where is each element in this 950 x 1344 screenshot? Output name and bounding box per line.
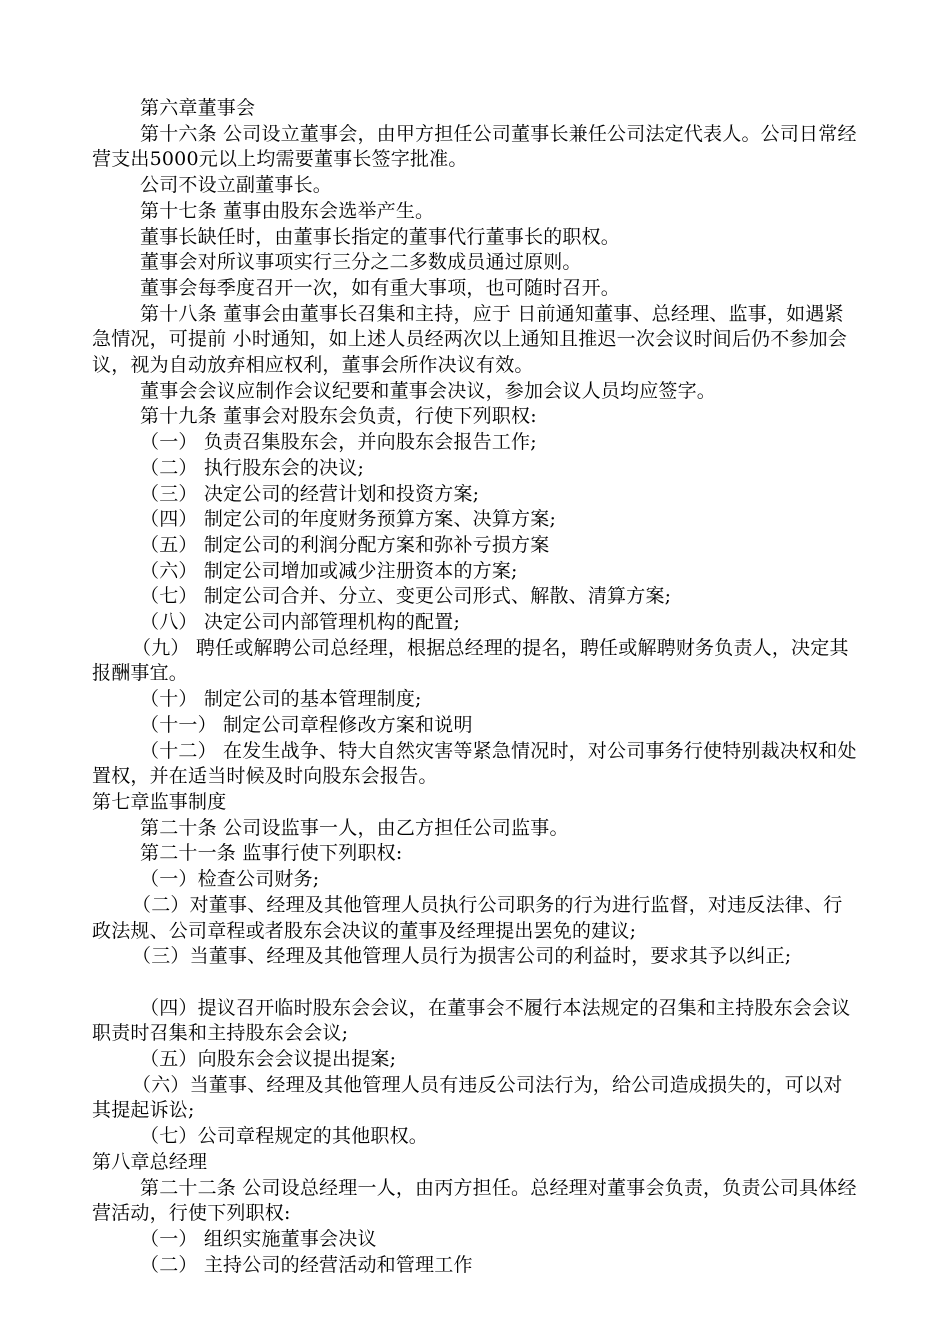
board-power-10: （十） 制定公司的基本管理制度; bbox=[140, 688, 422, 711]
article-17: 第十七条 董事由股东会选举产生。 bbox=[140, 199, 435, 222]
board-power-5: （五） 制定公司的利润分配方案和弥补亏损方案 bbox=[140, 533, 550, 556]
article-22: 第二十二条 公司设总经理一人，由丙方担任。总经理对董事会负责，负责公司具体经营活动，行使下列职权: bbox=[92, 1176, 857, 1225]
article-18: 第十八条 董事会由董事长召集和主持，应于 日前通知董事、总经理、监事，如遇紧急情况，可提前 小时通知，如上述人员经两次以上通知且推迟一次会议时间后仍不参加会议，视为自动放弃相应权利，董事会所作决议有效。 bbox=[92, 302, 848, 377]
board-power-7: （七） 制定公司合并、分立、变更公司形式、解散、清算方案; bbox=[140, 585, 672, 608]
board-power-9: （九） 聘任或解聘公司总经理，根据总经理的提名，聘任或解聘财务负责人，决定其报酬事宜。 bbox=[92, 636, 849, 685]
chapter-6-heading: 第六章董事会 bbox=[140, 97, 256, 119]
document-page bbox=[92, 96, 860, 1278]
article-19: 第十九条 董事会对股东会负责，行使下列职权: bbox=[140, 405, 537, 428]
board-power-4: （四） 制定公司的年度财务预算方案、决算方案; bbox=[140, 508, 557, 531]
article-20: 第二十条 公司设监事一人，由乙方担任公司监事。 bbox=[140, 816, 569, 839]
meeting-frequency: 董事会每季度召开一次，如有重大事项，也可随时召开。 bbox=[140, 276, 621, 299]
no-vice-chairman: 公司不设立副董事长。 bbox=[140, 174, 333, 197]
manager-power-2: （二） 主持公司的经营活动和管理工作 bbox=[140, 1253, 473, 1276]
supervisor-power-2: （二）对董事、经理及其他管理人员执行公司职务的行为进行监督，对违反法律、行政法规、公司章程或者股东会决议的董事及经理提出罢免的建议; bbox=[92, 893, 843, 942]
board-power-12: （十二） 在发生战争、特大自然灾害等紧急情况时，对公司事务行使特别裁决权和处置权，并在适当时候及时向股东会报告。 bbox=[92, 739, 857, 788]
voting-principle: 董事会对所议事项实行三分之二多数成员通过原则。 bbox=[140, 251, 582, 274]
article-21: 第二十一条 监事行使下列职权: bbox=[140, 842, 403, 865]
blank-line bbox=[92, 970, 860, 996]
chairman-absence: 董事长缺任时，由董事长指定的董事代行董事长的职权。 bbox=[140, 225, 621, 248]
board-power-3: （三） 决定公司的经营计划和投资方案; bbox=[140, 482, 480, 505]
board-power-1: （一） 负责召集股东会，并向股东会报告工作; bbox=[140, 431, 537, 454]
supervisor-power-4: （四）提议召开临时股东会会议，在董事会不履行本法规定的召集和主持股东会会议职责时召集和主持股东会会议; bbox=[92, 996, 851, 1045]
board-power-2: （二） 执行股东会的决议; bbox=[140, 456, 365, 479]
chapter-8-heading: 第八章总经理 bbox=[92, 1150, 208, 1173]
supervisor-power-7: （七）公司章程规定的其他职权。 bbox=[140, 1125, 429, 1148]
supervisor-power-5: （五）向股东会会议提出提案; bbox=[140, 1048, 397, 1070]
meeting-minutes: 董事会会议应制作会议纪要和董事会决议，参加会议人员均应签字。 bbox=[140, 379, 717, 402]
board-power-8: （八） 决定公司内部管理机构的配置; bbox=[140, 611, 461, 634]
supervisor-power-6: （六）当董事、经理及其他管理人员有违反公司法行为，给公司造成损失的，可以对其提起诉讼; bbox=[92, 1073, 843, 1122]
board-power-11: （十一） 制定公司章程修改方案和说明 bbox=[140, 713, 473, 736]
chapter-7-heading: 第七章监事制度 bbox=[92, 790, 227, 813]
supervisor-power-3: （三）当董事、经理及其他管理人员行为损害公司的利益时，要求其予以纠正; bbox=[132, 945, 792, 968]
article-16: 第十六条 公司设立董事会，由甲方担任公司董事长兼任公司法定代表人。公司日常经营支出5000元以上均需要董事长签字批准。 bbox=[92, 122, 857, 171]
manager-power-1: （一） 组织实施董事会决议 bbox=[140, 1227, 377, 1250]
board-power-6: （六） 制定公司增加或减少注册资本的方案; bbox=[140, 559, 518, 582]
supervisor-power-1: （一）检查公司财务; bbox=[140, 868, 320, 891]
